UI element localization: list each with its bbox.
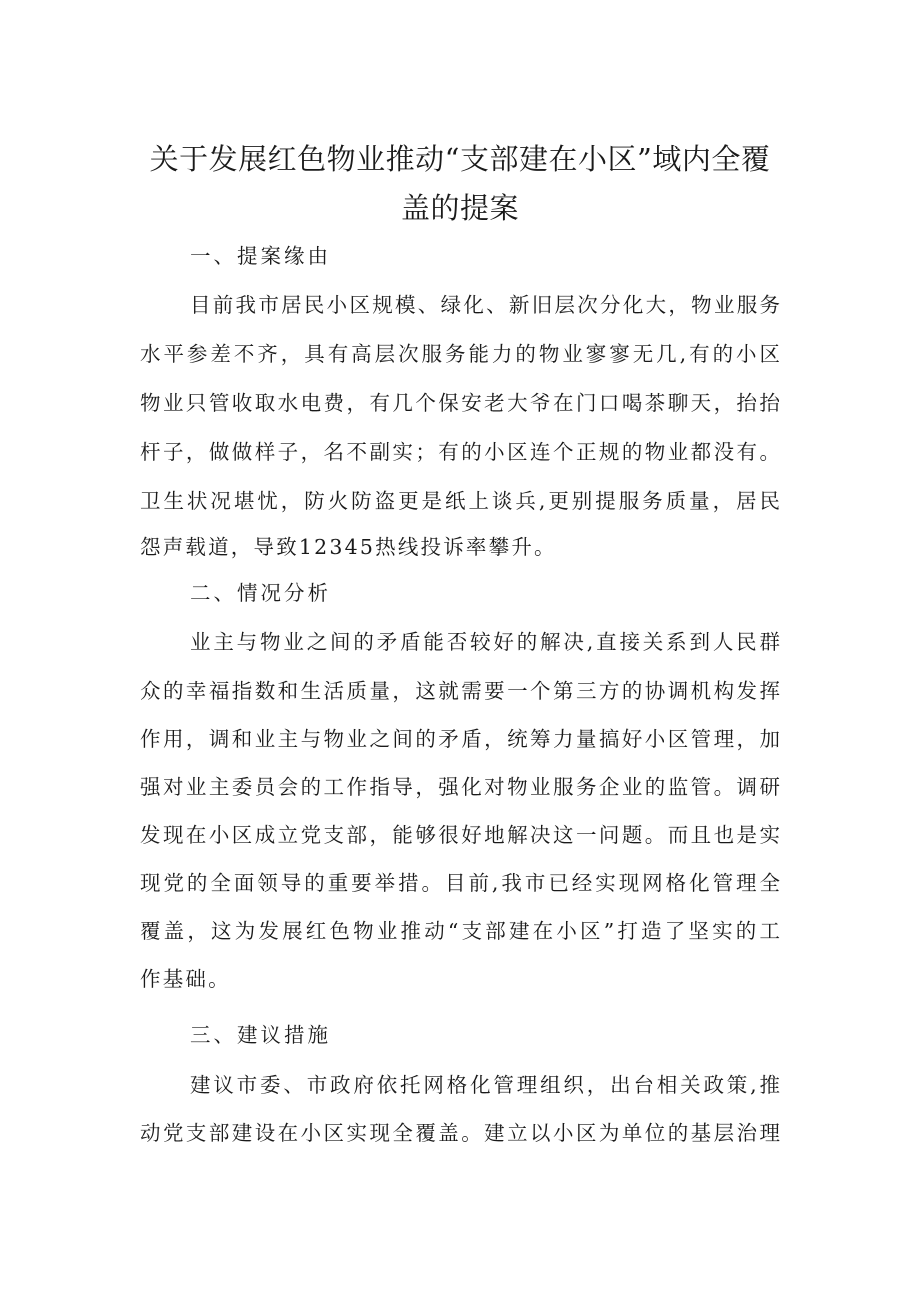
paragraph-line: 现党的全面领导的重要举措。目前,我市已经实现网格化管理全	[140, 871, 780, 895]
paragraph-line: 目前我市居民小区规模、绿化、新旧层次分化大，物业服务	[190, 293, 780, 317]
paragraph-line: 动党支部建设在小区实现全覆盖。建立以小区为单位的基层治理	[140, 1121, 780, 1145]
section-heading-suggestions: 三、建议措施	[190, 1023, 331, 1047]
document-title-line-1: 关于发展红色物业推动“支部建在小区”域内全覆	[149, 142, 771, 176]
document-title-line-2: 盖的提案	[400, 191, 519, 225]
paragraph-line: 卫生状况堪忧，防火防盗更是纸上谈兵,更别提服务质量，居民	[140, 489, 780, 513]
paragraph-line: 建议市委、市政府依托网格化管理组织，出台相关政策,推	[190, 1073, 780, 1097]
section-heading-analysis: 二、情况分析	[190, 581, 331, 605]
paragraph-line: 众的幸福指数和生活质量，这就需要一个第三方的协调机构发挥	[140, 679, 780, 703]
paragraph-line: 物业只管收取水电费，有几个保安老大爷在门口喝茶聊天，抬抬	[140, 391, 780, 415]
paragraph-line: 强对业主委员会的工作指导，强化对物业服务企业的监管。调研	[140, 775, 780, 799]
paragraph-line: 业主与物业之间的矛盾能否较好的解决,直接关系到人民群	[190, 630, 780, 654]
paragraph-line: 怨声载道，导致12345热线投诉率攀升。	[140, 535, 557, 559]
paragraph-line: 杆子，做做样子，名不副实；有的小区连个正规的物业都没有。	[140, 440, 780, 464]
paragraph-line: 作用，调和业主与物业之间的矛盾，统筹力量搞好小区管理，加	[140, 727, 780, 751]
section-heading-reason: 一、提案缘由	[190, 244, 331, 268]
paragraph-line: 水平参差不齐，具有高层次服务能力的物业寥寥无几,有的小区	[140, 342, 780, 366]
paragraph-line: 作基础。	[140, 967, 231, 991]
paragraph-line: 覆盖，这为发展红色物业推动“支部建在小区”打造了坚实的工	[140, 919, 780, 943]
paragraph-line: 发现在小区成立党支部，能够很好地解决这一问题。而且也是实	[140, 823, 780, 847]
